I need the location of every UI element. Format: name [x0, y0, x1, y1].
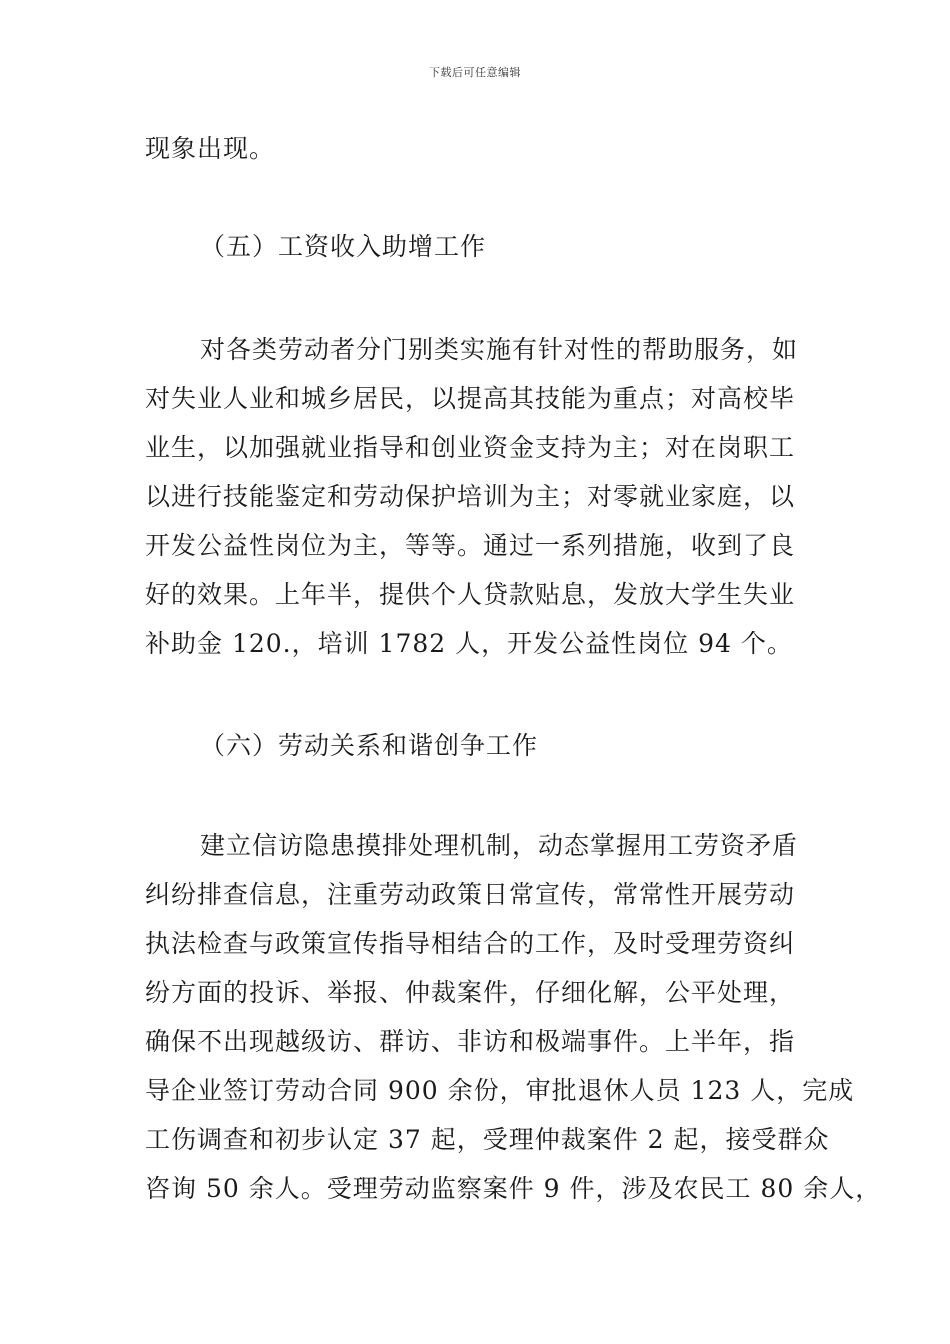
body-text-line: 现象出现。: [145, 134, 276, 163]
section-heading-5: （五）工资收入助增工作: [200, 232, 487, 261]
body-text-line: 好的效果。上年半，提供个人贷款贴息，发放大学生失业: [145, 580, 796, 609]
body-text-line: 工伤调查和初步认定 37 起，受理仲裁案件 2 起，接受群众: [145, 1125, 830, 1154]
section-heading-6: （六）劳动关系和谐创争工作: [200, 731, 539, 760]
body-text-line: 以进行技能鉴定和劳动保护培训为主；对零就业家庭，以: [145, 482, 796, 511]
body-text-line: 补助金 120.，培训 1782 人，开发公益性岗位 94 个。: [145, 629, 793, 658]
body-text-line: 对失业人业和城乡居民，以提高其技能为重点；对高校毕: [145, 384, 796, 413]
body-text-line: 开发公益性岗位为主，等等。通过一系列措施，收到了良: [145, 531, 796, 560]
body-text-line: 对各类劳动者分门别类实施有针对性的帮助服务，如: [200, 335, 799, 364]
body-text-line: 咨询 50 余人。受理劳动监察案件 9 件，涉及农民工 80 余人，: [145, 1174, 882, 1203]
page-header: 下载后可任意编辑: [429, 66, 521, 79]
body-text-line: 执法检查与政策宣传指导相结合的工作，及时受理劳资纠: [145, 929, 796, 958]
body-text-line: 纷方面的投诉、举报、仲裁案件，仔细化解，公平处理，: [145, 978, 796, 1007]
body-text-line: 纠纷排查信息，注重劳动政策日常宣传，常常性开展劳动: [145, 880, 796, 909]
body-text-line: 确保不出现越级访、群访、非访和极端事件。上半年，指: [145, 1027, 796, 1056]
body-text-line: 导企业签订劳动合同 900 余份，审批退休人员 123 人，完成: [145, 1076, 855, 1105]
body-text-line: 建立信访隐患摸排处理机制，动态掌握用工劳资矛盾: [200, 831, 799, 860]
body-text-line: 业生，以加强就业指导和创业资金支持为主；对在岗职工: [145, 433, 796, 462]
